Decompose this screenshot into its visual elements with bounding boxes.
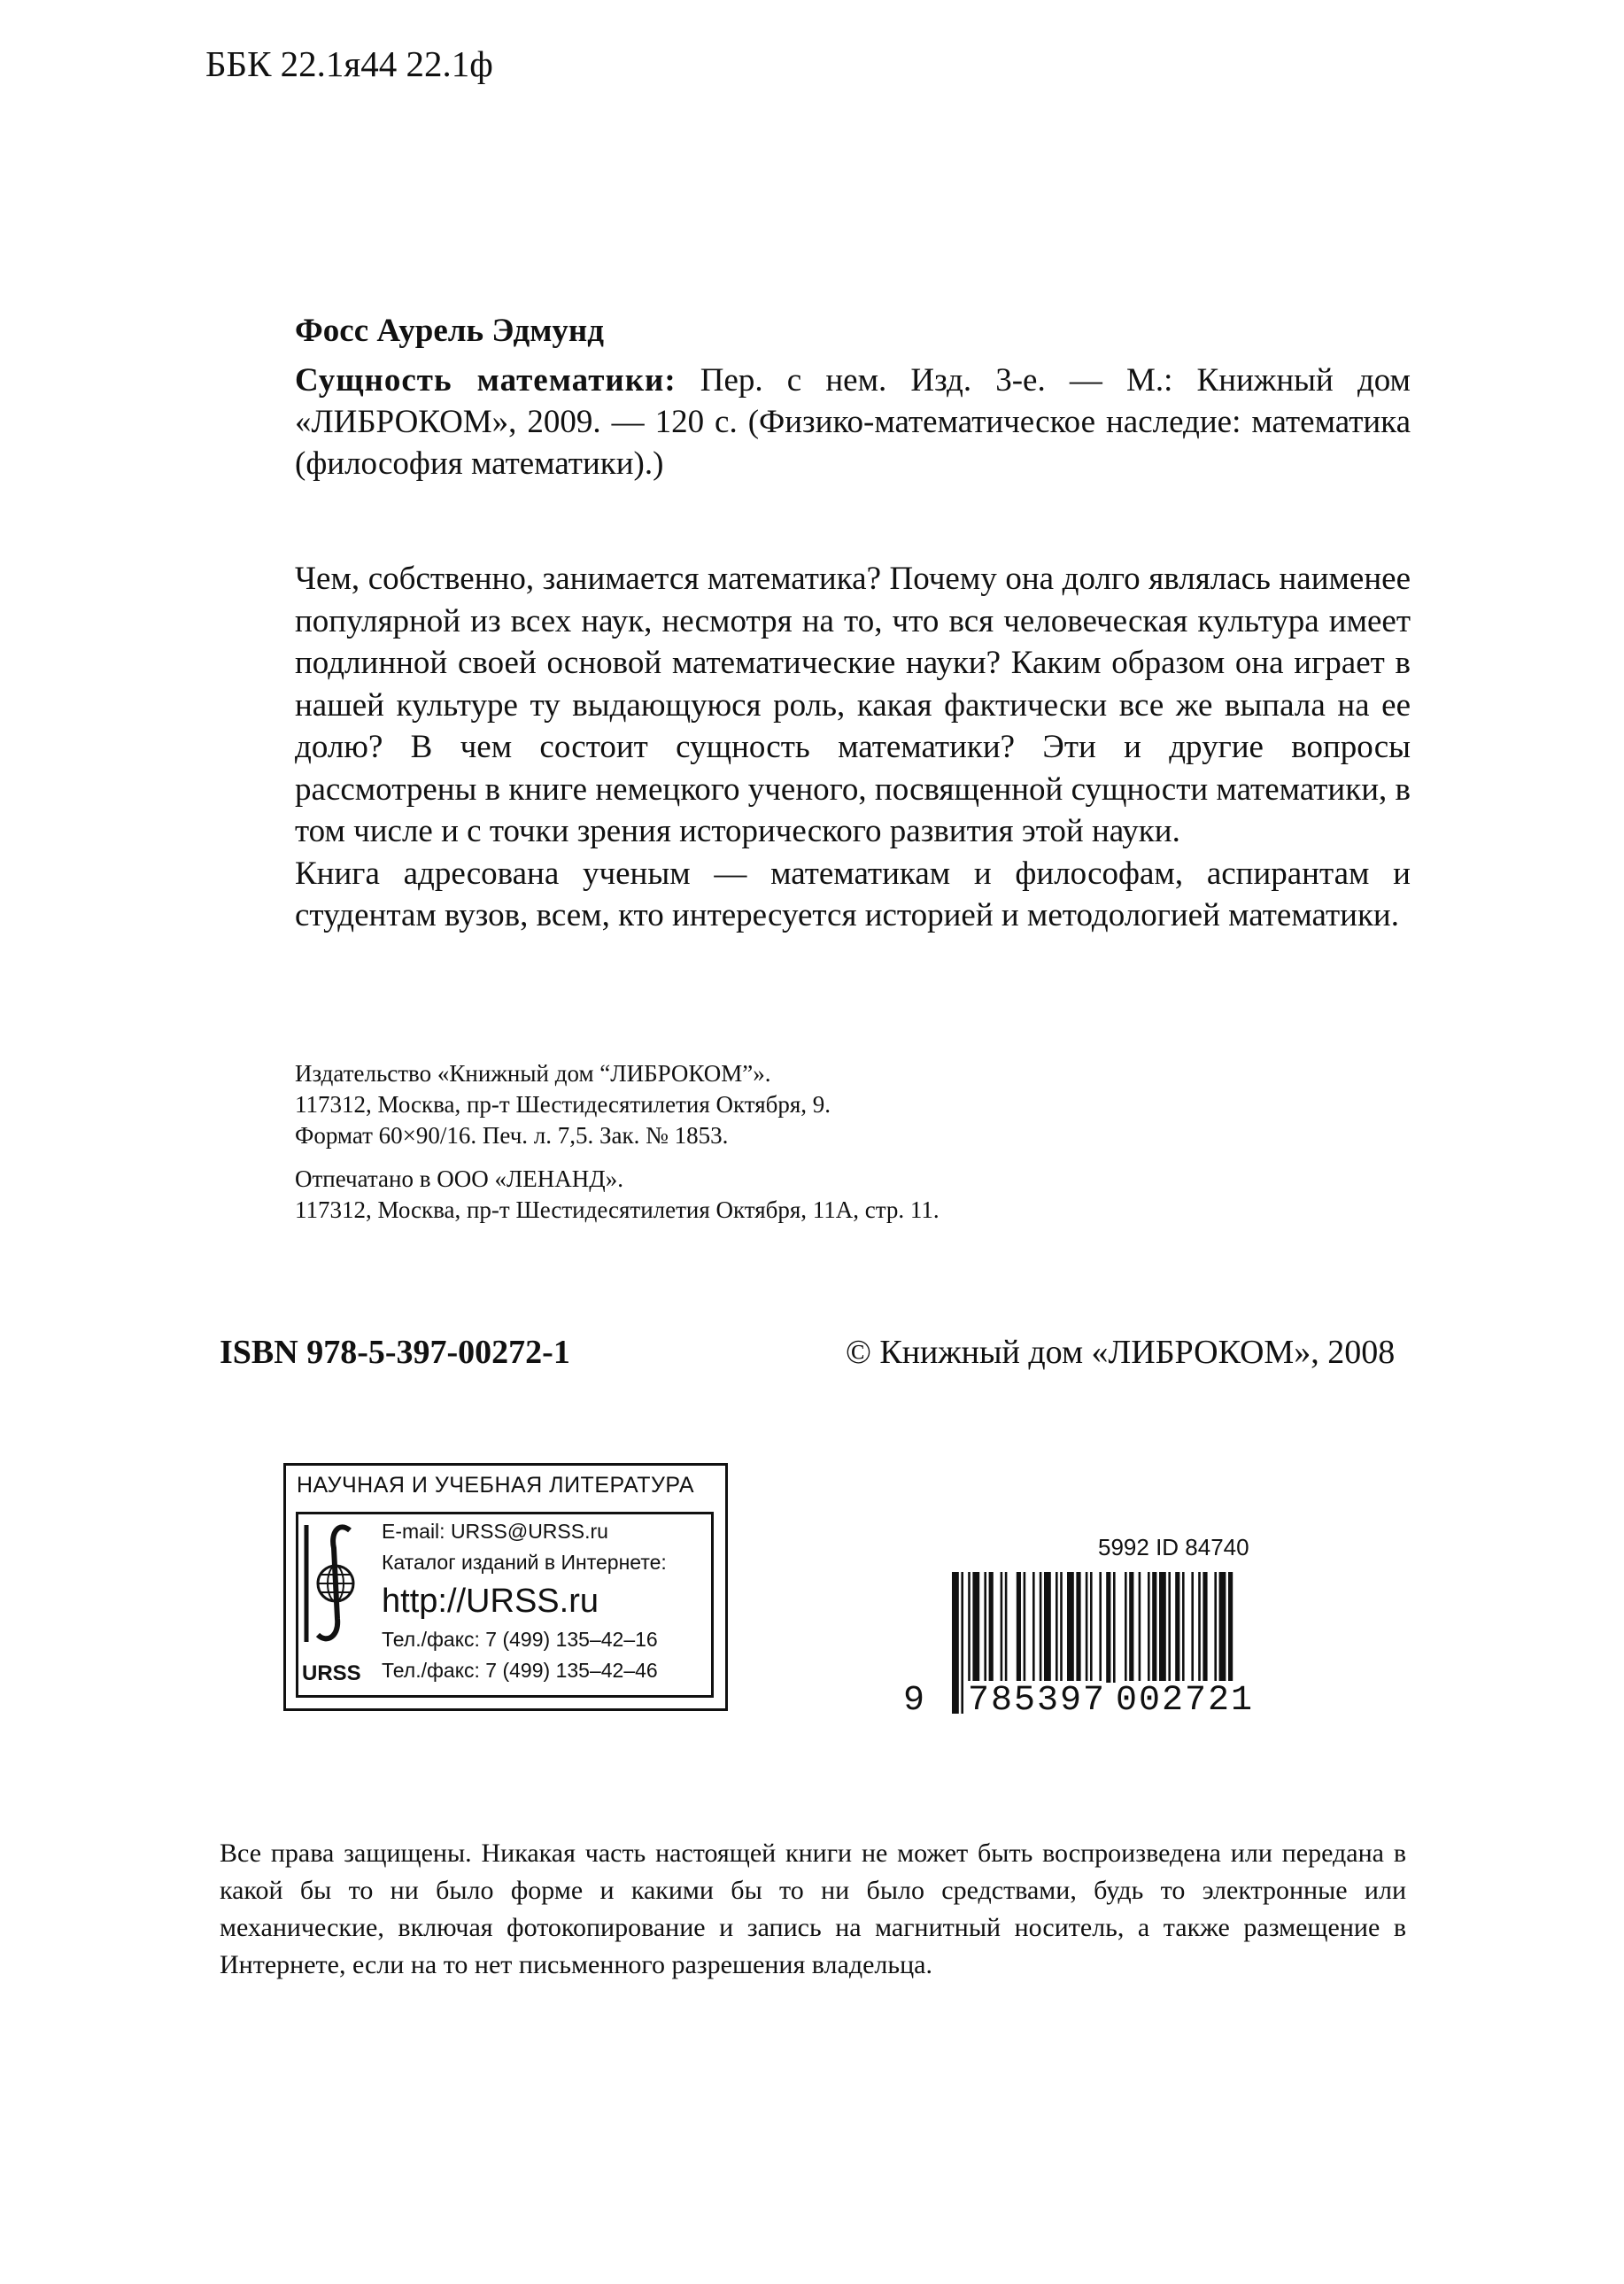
urss-phone-1: Тел./факс: 7 (499) 135–42–16 [382, 1628, 658, 1651]
barcode-bar [989, 1572, 994, 1683]
barcode-bar [1001, 1572, 1003, 1683]
copyright: © Книжный дом «ЛИБРОКОМ», 2008 [846, 1334, 1396, 1371]
barcode-bar [1040, 1572, 1042, 1683]
barcode-bar [1175, 1572, 1179, 1683]
barcode-bar [1139, 1572, 1141, 1683]
publisher-info [295, 1058, 940, 1226]
barcode-bar [1113, 1572, 1116, 1683]
barcode-first-digit: 9 [903, 1681, 925, 1721]
barcode-digits-left: 785397 [968, 1681, 1107, 1721]
urss-info-box [283, 1463, 728, 1711]
barcode-bar [1024, 1572, 1026, 1683]
author-name: Фосс Аурель Эдмунд [295, 313, 604, 349]
urss-logo-icon [304, 1521, 366, 1645]
publisher-address: 117312, Москва, пр-т Шестидесятилетия Октября, 9. [295, 1091, 831, 1118]
barcode-bar [1060, 1572, 1063, 1683]
barcode-bar [1086, 1572, 1088, 1683]
urss-box-inner [296, 1512, 714, 1698]
barcode-bar [1125, 1572, 1127, 1683]
barcode-bar [1182, 1572, 1185, 1683]
urss-contacts [382, 1516, 667, 1686]
barcode-bar [984, 1572, 986, 1683]
annotation-paragraph: Чем, собственно, занимается математика? Почему она долго являлась наименее популярной из всех наук, несмотря на то, что вся человеческая культура имеет подлинной своей основой математические науки? Каким образом она играет в нашей культуре ту выдающуюся роль, какая фактически все же выпала на ее долю? В чем состоит сущность математики? Эти и другие вопросы рассмотрены в книге немецкого ученого, посвященной сущности математики, в том числе и с точки зрения исторического развития этой науки. [295, 561, 1411, 849]
bibliographic-details: Пер. с нем. Изд. 3-е. — М.: Книжный дом «ЛИБРОКОМ», 2009. — 120 с. (Физико-математическое наследие: математика (философия математики).) [295, 362, 1411, 482]
barcode-bar [1044, 1572, 1051, 1683]
printer-line: Отпечатано в ООО «ЛЕНАНД». [295, 1165, 623, 1192]
barcode-bar [1076, 1572, 1080, 1683]
urss-box-title: НАУЧНАЯ И УЧЕБНАЯ ЛИТЕРАТУРА [297, 1473, 695, 1498]
rights-notice: Все права защищены. Никакая часть настоящей книги не может быть воспроизведена или передана в какой бы то ни было форме и какими бы то ни было средствами, будь то электронные или механические, включая фотокопирование и запись на магнитный носитель, а также размещение в Интернете, если на то нет письменного разрешения владельца. [220, 1839, 1406, 1979]
barcode-bar [1214, 1572, 1217, 1683]
barcode-bar [1056, 1572, 1058, 1683]
urss-logo-text: URSS [302, 1661, 361, 1685]
barcode-bar [1152, 1572, 1156, 1683]
bibliographic-record [295, 360, 1411, 484]
barcode-bar [968, 1572, 971, 1683]
print-format: Формат 60×90/16. Печ. л. 7,5. Зак. № 1853. [295, 1122, 729, 1149]
barcode-bar [1148, 1572, 1150, 1683]
barcode-bar [1067, 1572, 1074, 1683]
barcode-bar [1106, 1572, 1110, 1683]
barcode-bar [961, 1572, 963, 1714]
barcode-bar [1191, 1572, 1194, 1683]
urss-catalog-label: Каталог изданий в Интернете: [382, 1551, 667, 1574]
urss-url: http://URSS.ru [382, 1583, 599, 1620]
book-title: Сущность математики: [295, 362, 677, 399]
barcode-bar [952, 1572, 959, 1714]
urss-email: E-mail: URSS@URSS.ru [382, 1520, 608, 1543]
barcode-bar [1017, 1572, 1021, 1683]
urss-phone-2: Тел./факс: 7 (499) 135–42–46 [382, 1659, 658, 1682]
isbn: ISBN 978-5-397-00272-1 [220, 1334, 570, 1371]
barcode-bar [1168, 1572, 1171, 1683]
bbk-code: ББК 22.1я44 22.1ф [205, 43, 493, 84]
barcode-bar [1198, 1572, 1201, 1683]
barcode-bar [1032, 1572, 1035, 1683]
barcode-bar [1159, 1572, 1166, 1683]
publisher-line: Издательство «Книжный дом “ЛИБРОКОМ”». [295, 1060, 771, 1087]
barcode-digits-right: 002721 [1116, 1681, 1255, 1721]
barcode-bar [1203, 1572, 1207, 1683]
barcode-bar [972, 1572, 979, 1683]
barcode-id: 5992 ID 84740 [1098, 1534, 1249, 1560]
annotation-paragraph: Книга адресована ученым — математикам и философам, аспирантам и студентам вузов, всем, кто интересуется историей и методологией математики. [295, 855, 1411, 933]
barcode-bar [1005, 1572, 1008, 1683]
barcode-bar [1129, 1572, 1133, 1683]
annotation [295, 558, 1411, 937]
printer-address: 117312, Москва, пр-т Шестидесятилетия Октября, 11А, стр. 11. [295, 1196, 940, 1223]
